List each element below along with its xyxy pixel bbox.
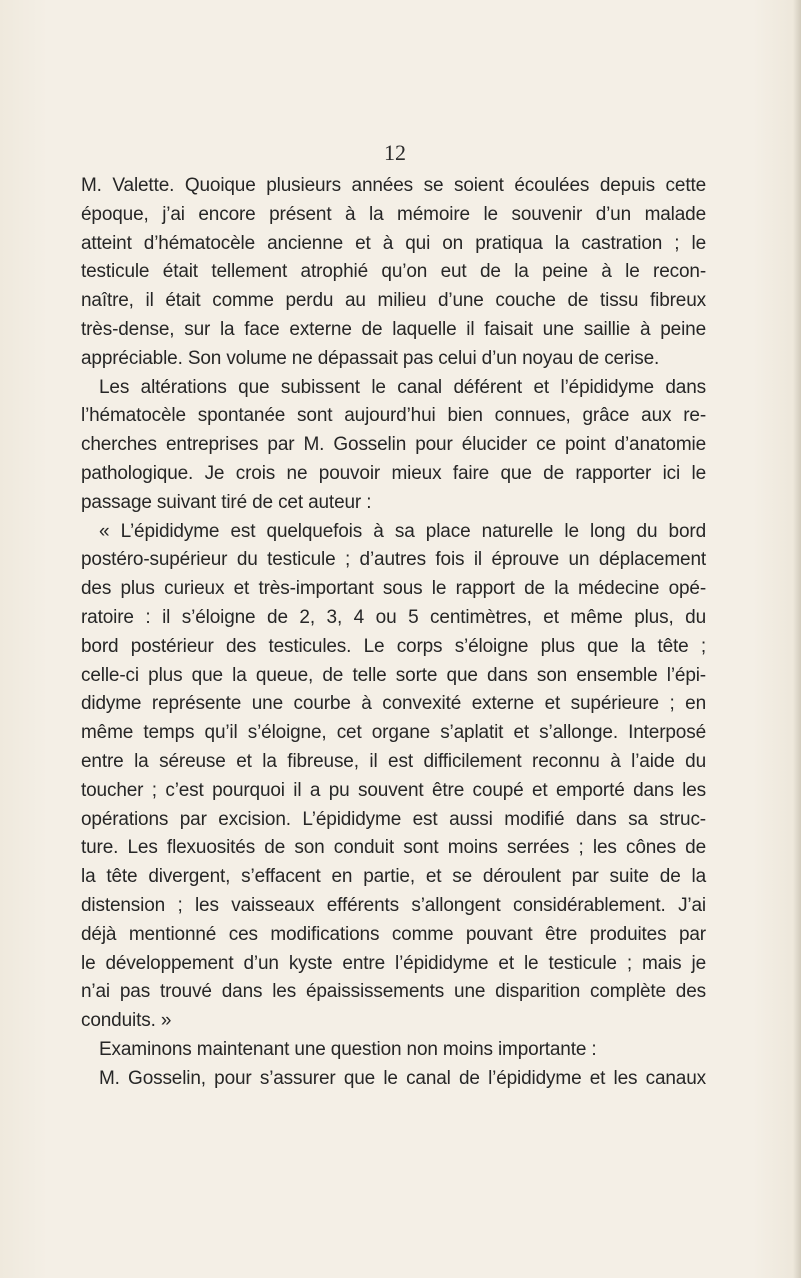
text-line: conduits. » xyxy=(81,1010,172,1032)
text-line: cherches entreprises par M. Gosselin pour élucider ce point d’anatomie xyxy=(81,434,706,456)
text-line: celle-ci plus que la queue, de telle sorte que dans son ensemble l’épi- xyxy=(81,664,706,686)
text-line: toucher ; c’est pourquoi il a pu souvent être coupé et emporté dans les xyxy=(81,779,706,801)
text-line: très-dense, sur la face externe de laquelle il faisait une saillie à peine xyxy=(81,318,706,340)
text-line: M. Gosselin, pour s’assurer que le canal de l’épididyme et les canaux xyxy=(99,1067,706,1089)
text-line: pathologique. Je crois ne pouvoir mieux faire que de rapporter ici le xyxy=(81,462,706,484)
text-line: passage suivant tiré de cet auteur : xyxy=(81,491,372,513)
text-line: des plus curieux et très-important sous le rapport de la médecine opé- xyxy=(81,578,706,600)
text-line: atteint d’hématocèle ancienne et à qui on pratiqua la castration ; le xyxy=(81,232,706,254)
text-line: testicule était tellement atrophié qu’on eut de la peine à le recon- xyxy=(81,261,706,283)
body-text xyxy=(81,172,706,1094)
page-number: 12 xyxy=(384,140,406,165)
page-edge-shadow xyxy=(793,0,801,1278)
text-line: « L’épididyme est quelquefois à sa place naturelle le long du bord xyxy=(99,520,706,542)
text-line: opérations par excision. L’épididyme est aussi modifié dans sa struc- xyxy=(81,808,706,830)
text-line: même temps qu’il s’éloigne, cet organe s’aplatit et s’allonge. Interposé xyxy=(81,722,706,744)
text-line: l’hématocèle spontanée sont aujourd’hui bien connues, grâce aux re- xyxy=(81,405,706,427)
text-line: n’ai pas trouvé dans les épaississements une disparition complète des xyxy=(81,981,706,1003)
text-line: bord postérieur des testicules. Le corps s’éloigne plus que la tête ; xyxy=(81,635,706,657)
text-line: M. Valette. Quoique plusieurs années se soient écoulées depuis cette xyxy=(81,175,706,196)
text-line: déjà mentionné ces modifications comme pouvant être produites par xyxy=(81,923,706,945)
text-line: didyme représente une courbe à convexité externe et supérieure ; en xyxy=(81,693,706,715)
text-line: Les altérations que subissent le canal déférent et l’épididyme dans xyxy=(99,376,706,398)
text-line: Examinons maintenant une question non moins importante : xyxy=(99,1038,597,1060)
text-line: appréciable. Son volume ne dépassait pas celui d’un noyau de cerise. xyxy=(81,347,660,369)
text-line: postéro-supérieur du testicule ; d’autres fois il éprouve un déplacement xyxy=(81,549,706,571)
text-line: entre la séreuse et la fibreuse, il est difficilement reconnu à l’aide du xyxy=(81,750,706,772)
text-line: ratoire : il s’éloigne de 2, 3, 4 ou 5 centimètres, et même plus, du xyxy=(81,606,706,628)
text-line: la tête divergent, s’effacent en partie, et se déroulent par suite de la xyxy=(81,866,706,888)
text-line: ture. Les flexuosités de son conduit sont moins serrées ; les cônes de xyxy=(81,837,706,859)
text-line: distension ; les vaisseaux efférents s’allongent considérablement. J’ai xyxy=(81,894,706,916)
text-line: naître, il était comme perdu au milieu d’une couche de tissu fibreux xyxy=(81,290,706,312)
text-line: le développement d’un kyste entre l’épididyme et le testicule ; mais je xyxy=(81,952,706,974)
text-line: époque, j’ai encore présent à la mémoire le souvenir d’un malade xyxy=(81,203,706,225)
